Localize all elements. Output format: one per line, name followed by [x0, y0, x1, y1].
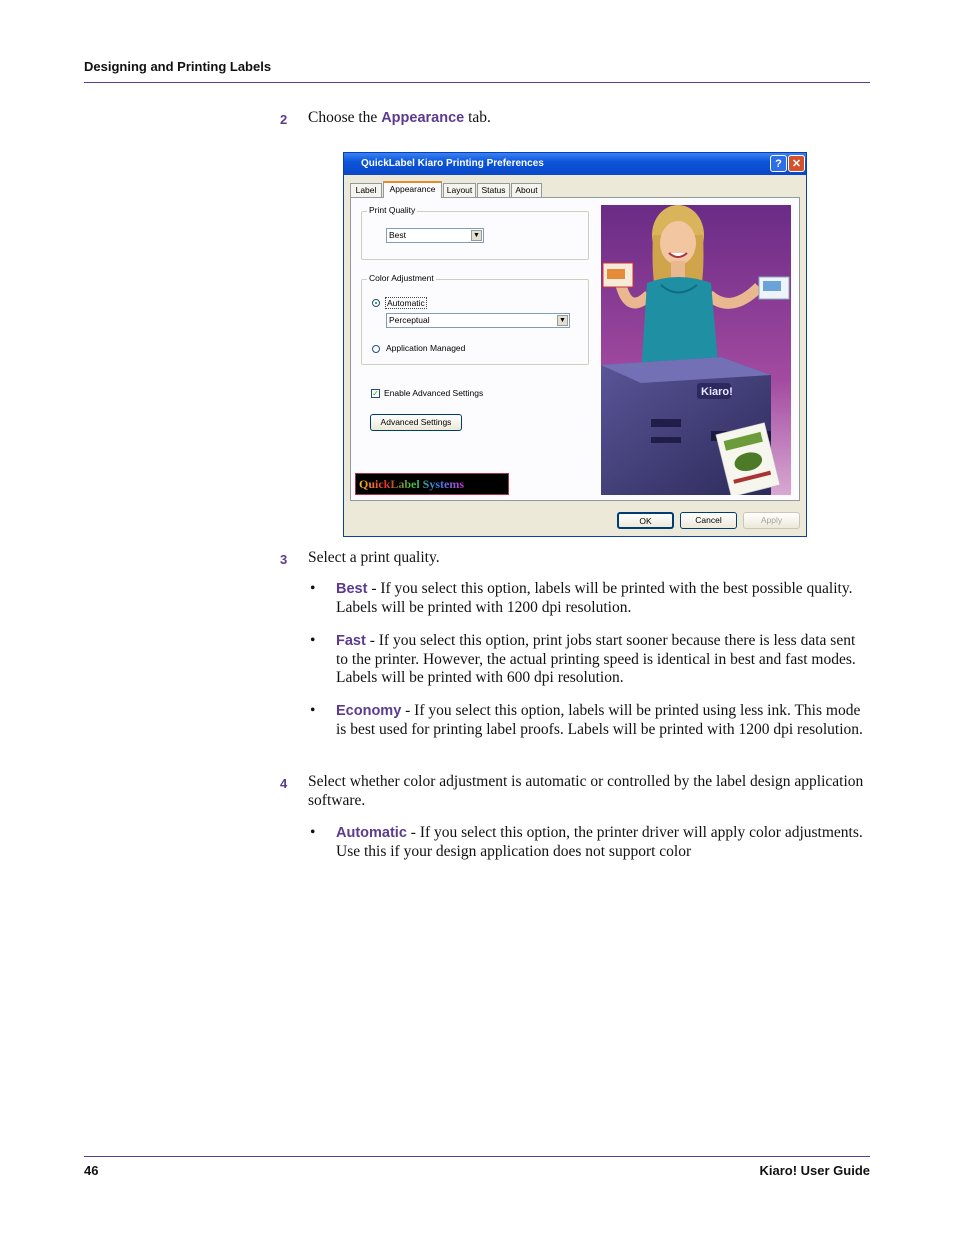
kiaro-printer-photo: [601, 205, 791, 495]
keyword: Economy: [336, 703, 402, 719]
dialog-title-bar: [344, 153, 806, 175]
section-header: Designing and Printing Labels: [84, 59, 272, 74]
bullet-text: Automatic - If you select this option, the printer driver will apply color adjustments. Use this if your design application does not support color: [336, 824, 863, 860]
tab-label[interactable]: Label: [350, 183, 382, 197]
apply-button[interactable]: Apply: [743, 512, 800, 529]
header-rule: [84, 82, 870, 83]
step-text: Select a print quality.: [308, 549, 440, 566]
chevron-down-icon: ▼: [471, 230, 482, 241]
printer-photo-illustration: [601, 205, 791, 495]
tab-about[interactable]: About: [511, 183, 542, 197]
step-number: 3: [280, 552, 288, 567]
print-quality-legend: Print Quality: [369, 205, 416, 215]
printer-badge: Kiaro!: [701, 386, 733, 398]
advanced-settings-button[interactable]: Advanced Settings: [370, 414, 462, 431]
close-icon[interactable]: ✕: [788, 155, 805, 172]
logo-text: QuickLabel Systems: [359, 477, 465, 491]
automatic-radio[interactable]: [372, 299, 380, 307]
keyword: Appearance: [381, 110, 465, 126]
step-number: 2: [280, 112, 288, 127]
application-managed-radio[interactable]: [372, 345, 380, 353]
bullet-dot: •: [310, 580, 316, 597]
enable-advanced-label: Enable Advanced Settings: [384, 388, 484, 398]
rendering-intent-select[interactable]: [386, 313, 570, 328]
keyword: Best: [336, 581, 368, 597]
color-adjustment-group: [361, 273, 589, 365]
help-icon[interactable]: ?: [770, 155, 787, 172]
bullet-dot: •: [310, 702, 316, 719]
automatic-label: Automatic: [387, 298, 425, 308]
dialog-title: QuickLabel Kiaro Printing Preferences: [361, 158, 544, 169]
print-quality-select[interactable]: [386, 228, 484, 243]
keyword: Fast: [336, 633, 366, 649]
application-managed-label: Application Managed: [386, 343, 466, 353]
bullet-dot: •: [310, 824, 316, 841]
ok-button[interactable]: OK: [617, 512, 674, 529]
bullet-text: Economy - If you select this option, labels will be printed using less ink. This mode is best used for printing label proofs. Labels will be printed with 1200 dpi resolution.: [336, 702, 863, 738]
chevron-down-icon: ▼: [557, 315, 568, 326]
cancel-button[interactable]: Cancel: [680, 512, 737, 529]
step-text: Select whether color adjustment is automatic or controlled by the label design application software.: [308, 773, 864, 809]
bullet-text: Best - If you select this option, labels will be printed with the best possible quality. Labels will be printed with 1200 dpi resolution.: [336, 580, 853, 616]
rendering-intent-value: Perceptual: [389, 315, 430, 325]
print-quality-value: Best: [389, 230, 407, 240]
bullet-text: Fast - If you select this option, print jobs start sooner because there is less data sent to the printer. However, the actual printing speed is identical in best and fast modes. Labels will be printed with 600 dpi resolution.: [336, 632, 856, 686]
page-number: 46: [84, 1163, 99, 1178]
step-number: 4: [280, 776, 288, 791]
print-quality-group: [361, 205, 589, 260]
tab-status[interactable]: Status: [477, 183, 510, 197]
bullet-dot: •: [310, 632, 316, 649]
tab-layout[interactable]: Layout: [443, 183, 476, 197]
footer-rule: [84, 1156, 870, 1157]
tab-appearance[interactable]: Appearance: [383, 181, 442, 198]
enable-advanced-checkbox[interactable]: ✓: [372, 389, 379, 398]
color-adjustment-legend: Color Adjustment: [369, 273, 434, 283]
guide-title: Kiaro! User Guide: [759, 1163, 870, 1178]
printing-preferences-dialog: [343, 152, 807, 537]
keyword: Automatic: [336, 825, 407, 841]
step-text: Choose the Appearance tab.: [308, 109, 491, 126]
quicklabel-logo: [355, 473, 509, 495]
